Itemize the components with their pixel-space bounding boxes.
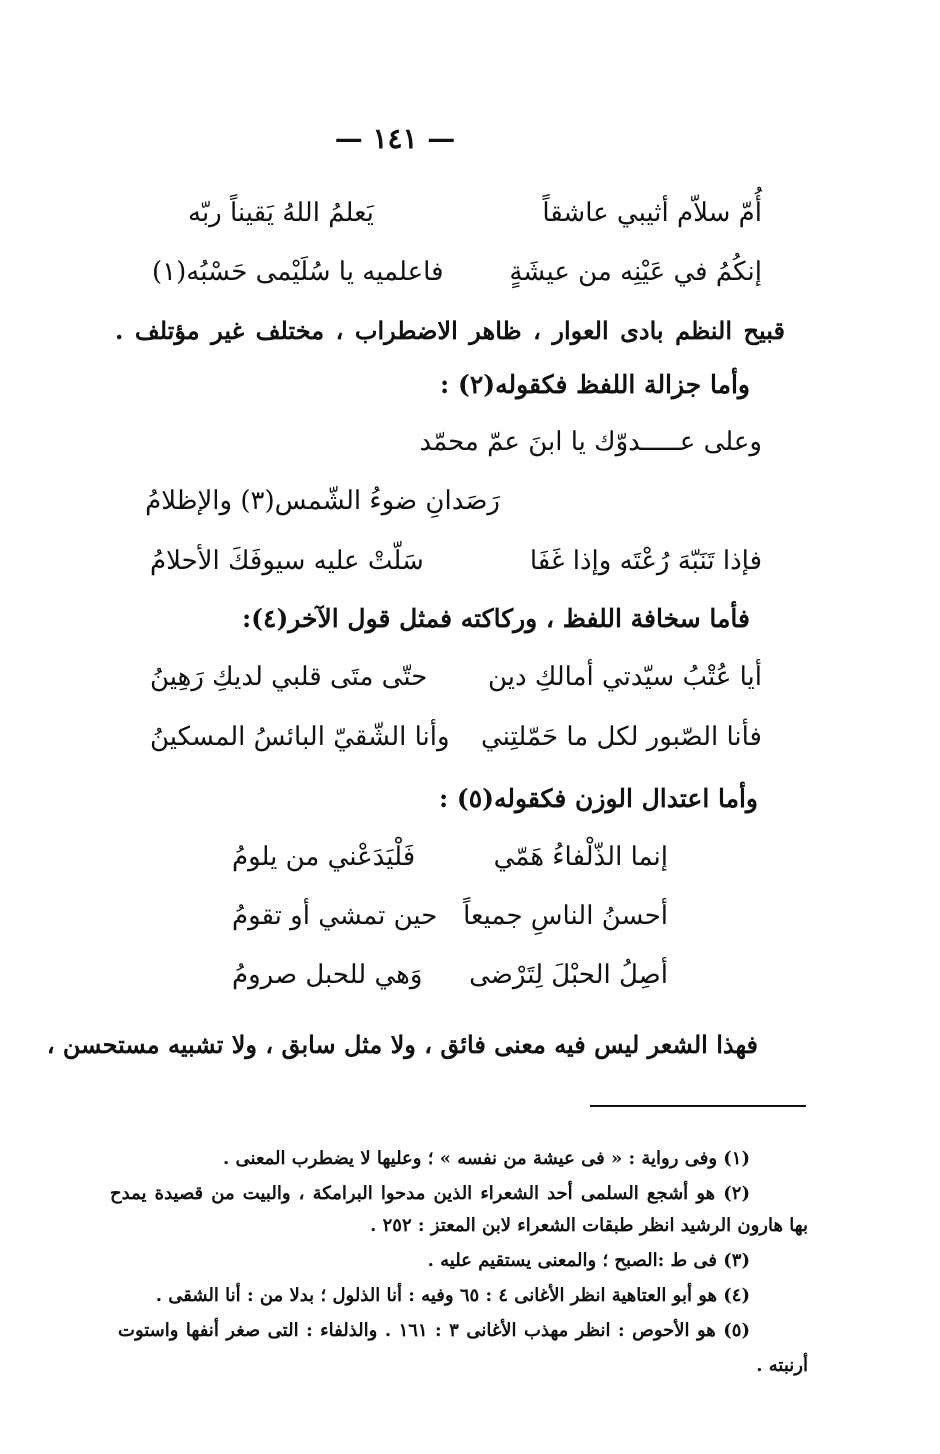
verse-first-hemistich: إنما الذّلْفاءُ هَمّي [493,842,668,872]
verse-first-hemistich: أيا عُتْبُ سيّدتي أمالكِ دين [487,662,762,692]
verse-line [145,486,500,516]
verse-line [419,427,762,457]
verse-line [232,842,668,872]
verse-first-hemistich: فإذا تَنَبّهَ رُعْتَه وإذا غَفَا [529,546,762,576]
footnote: أرنبته . [756,1355,808,1376]
verse-second-hemistich: فاعلميه يا سُلَيْمى حَسْبُه(١) [152,257,444,287]
verse-line [150,662,762,692]
verse-line [232,960,668,990]
prose-line: وأما اعتدال الوزن فكقوله(٥) : [438,784,758,813]
verse-second-hemistich: رَصَدانِ ضوءُ الشّمس(٣) والإظلامُ [145,486,500,516]
verse-first-hemistich: وعلى عـــــدوّك يا ابنَ عمّ محمّد [419,427,762,457]
verse-second-hemistich: فَلْيَدَعْني من يلومُ [232,842,416,872]
footnote: (٤) هو أبو العتاهية انظر الأغانى ٤ : ٦٥ وفيه : أنا الذلول ؛ بدلا من : أنا الشقى . [155,1285,750,1306]
verse-second-hemistich: يَعلمُ اللهُ يَقيناً ربّه [188,198,374,228]
prose-line: وأما جزالة اللفظ فكقوله(٢) : [440,370,750,399]
verse-line [232,901,668,931]
verse-second-hemistich: وَهي للحبل صرومُ [232,960,423,990]
footnote-separator [590,1105,806,1107]
verse-line [188,198,762,228]
footnote: بها هارون الرشيد انظر طبقات الشعراء لابن المعتز : ٢٥٢ . [370,1215,808,1236]
verse-second-hemistich: حتّى متَى قلبي لديكِ رَهِينُ [150,662,428,692]
verse-first-hemistich: أحسنُ الناسِ جميعاً [463,901,668,931]
verse-line [150,546,762,576]
page-number: — ١٤١ — [334,122,456,155]
verse-line [152,257,762,287]
prose-line: فأما سخافة اللفظ ، وركاكته فمثل قول الآخر(٤): [241,604,750,633]
footnote: (٢) هو أشجع السلمى أحد الشعراء الذين مدحوا البرامكة ، والبيت من قصيدة يمدح [110,1183,750,1204]
footnote: (٣) فى ط :الصبح ؛ والمعنى يستقيم عليه . [427,1250,750,1271]
verse-second-hemistich: حين تمشي أو تقومُ [232,901,438,931]
verse-first-hemistich: أصِلُ الحبْلَ لِتَرْضى [469,960,668,990]
verse-second-hemistich: وأنا الشّقيّ البائسُ المسكينُ [150,722,450,752]
verse-first-hemistich: فأنا الصّبور لكل ما حَمّلتِني [481,722,762,752]
prose-line: قبيح النظم بادى العوار ، ظاهر الاضطراب ، مختلف غير مؤتلف . [115,316,785,345]
verse-line [150,722,762,752]
footnote: (٥) هو الأحوص : انظر مهذب الأغانى ٣ : ١٦١ . والذلفاء : التى صغر أنفها واستوت [118,1320,750,1341]
verse-first-hemistich: أُمّ سلاّم أثيبي عاشقاً [542,198,762,228]
prose-line: فهذا الشعر ليس فيه معنى فائق ، ولا مثل سابق ، ولا تشبيه مستحسن ، [46,1030,758,1059]
verse-second-hemistich: سَلّتْ عليه سيوفَكَ الأحلامُ [150,546,424,576]
footnote: (١) وفى رواية : « فى عيشة من نفسه » ؛ وعليها لا يضطرب المعنى . [223,1148,750,1169]
verse-first-hemistich: إنكُمُ في عَيْنِه من عيشَةٍ [509,257,762,287]
